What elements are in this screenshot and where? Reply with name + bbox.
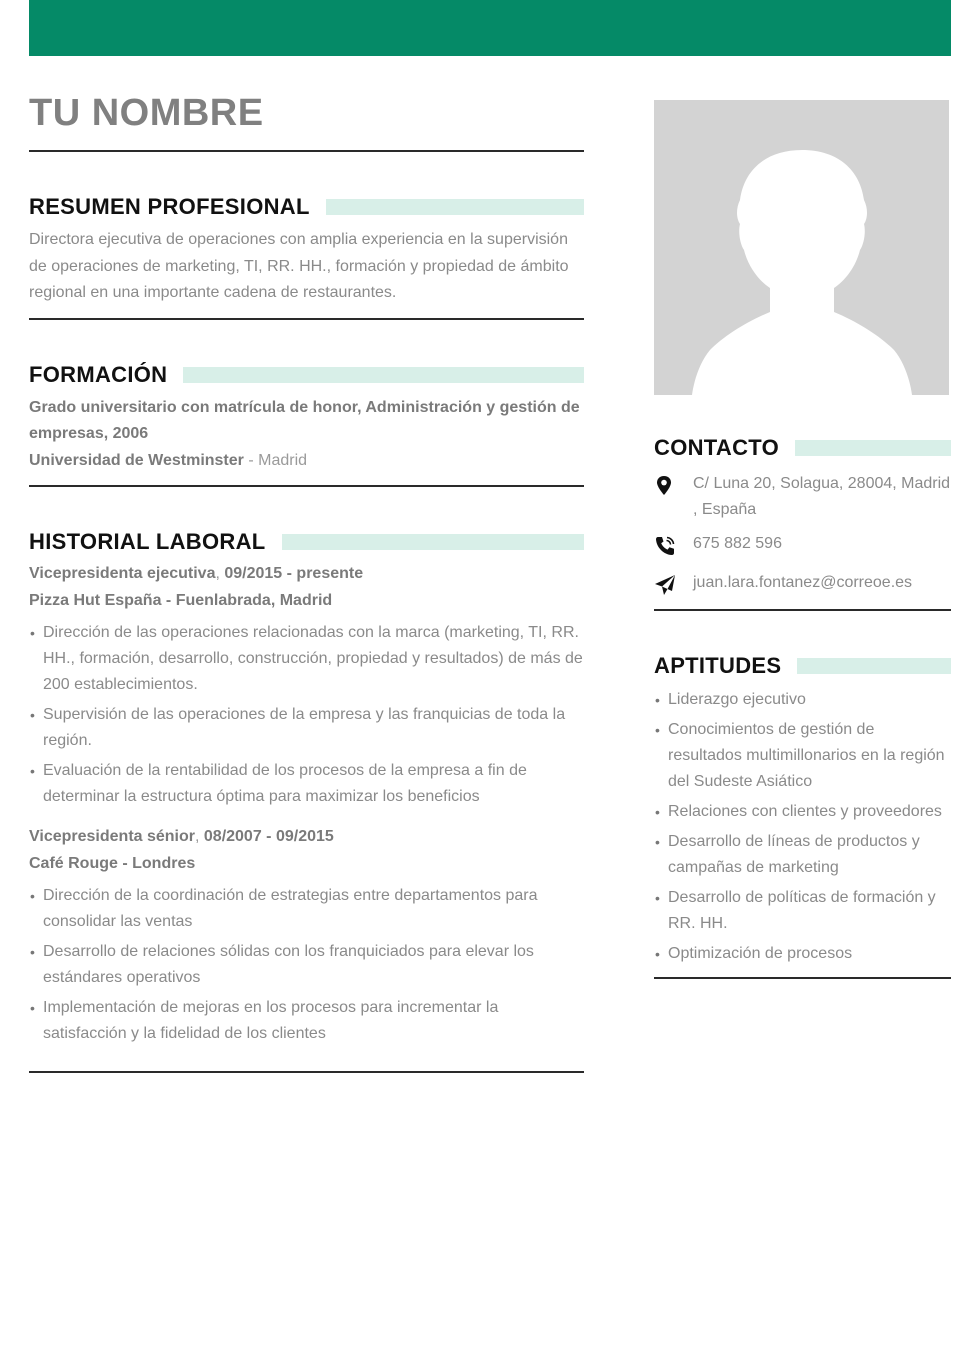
- job-entry: [29, 561, 584, 810]
- job-company: Pizza Hut España - Fuenlabrada, Madrid: [29, 591, 333, 609]
- job-bullets: [29, 883, 584, 1047]
- skill-item: • Conocimientos de gestión de resultados multimillonarios en la región del Sudeste Asiático: [654, 717, 951, 795]
- profile-photo-placeholder: [654, 100, 949, 395]
- contact-email[interactable]: juan.lara.fontanez@correoe.es: [693, 574, 913, 591]
- divider: [29, 318, 584, 320]
- summary-title: RESUMEN PROFESIONAL: [29, 194, 310, 219]
- job-company: Café Rouge - Londres: [29, 854, 196, 872]
- left-column: [29, 90, 584, 1073]
- job-role: Vicepresidenta sénior: [29, 828, 195, 845]
- work-title: HISTORIAL LABORAL: [29, 529, 266, 554]
- skill-item: • Liderazgo ejecutivo: [654, 687, 951, 713]
- contact-phone[interactable]: 675 882 596: [693, 535, 782, 552]
- contact-address-row: [654, 471, 951, 523]
- summary-heading: [29, 194, 584, 220]
- section-accent-bar: [282, 534, 584, 550]
- education-heading: [29, 362, 584, 388]
- skill-item: • Relaciones con clientes y proveedores: [654, 799, 951, 825]
- job-bullet: • Dirección de la coordinación de estrategias entre departamentos para consolidar las ventas: [29, 883, 584, 935]
- job-bullet: • Evaluación de la rentabilidad de los procesos de la empresa a fin de determinar la estructura óptima para maximizar los beneficios: [29, 758, 584, 810]
- right-column: [654, 100, 951, 979]
- job-dates: 09/2015 - presente: [224, 565, 364, 582]
- candidate-name: TU NOMBRE: [29, 92, 264, 134]
- skill-item: • Optimización de procesos: [654, 941, 951, 967]
- job-role-line: Vicepresidenta ejecutiva, 09/2015 - presente: [29, 565, 364, 582]
- job-role: Vicepresidenta ejecutiva: [29, 565, 216, 582]
- section-accent-bar: [795, 440, 951, 456]
- job-dates: 08/2007 - 09/2015: [203, 828, 334, 845]
- contact-phone-row: [654, 531, 951, 562]
- divider: [654, 977, 951, 979]
- divider: [654, 609, 951, 611]
- work-heading: [29, 529, 584, 555]
- divider: [29, 1071, 584, 1073]
- education-year: 2006: [112, 425, 149, 442]
- job-entry: [29, 824, 584, 1047]
- skill-item: • Desarrollo de políticas de formación y RR. HH.: [654, 885, 951, 937]
- contact-title: CONTACTO: [654, 435, 780, 460]
- contact-section: [654, 435, 951, 601]
- education-degree-line: Grado universitario con matrícula de honor, Administración y gestión de empresas, 2006: [29, 398, 580, 442]
- education-section: [29, 362, 584, 475]
- education-separator: -: [243, 451, 259, 469]
- job-role-line: Vicepresidenta sénior, 08/2007 - 09/2015: [29, 828, 334, 845]
- send-icon: [654, 570, 693, 601]
- education-degree: Grado universitario con matrícula de honor: [29, 398, 358, 416]
- divider: [29, 485, 584, 487]
- job-bullet: • Desarrollo de relaciones sólidas con los franquiciados para elevar los estándares operativos: [29, 939, 584, 991]
- education-city: Madrid: [258, 451, 308, 469]
- contact-email-row: [654, 570, 951, 601]
- job-bullet: • Implementación de mejoras en los procesos para incrementar la satisfacción y la fidelidad de los clientes: [29, 995, 584, 1047]
- education-school: Universidad de Westminster: [29, 451, 244, 469]
- skills-heading: [654, 653, 951, 679]
- work-section: [29, 529, 584, 1047]
- summary-section: [29, 194, 584, 307]
- education-title: FORMACIÓN: [29, 361, 168, 387]
- location-pin-icon: [654, 471, 693, 502]
- contact-heading: [654, 435, 951, 461]
- skill-item: • Desarrollo de líneas de productos y campañas de marketing: [654, 829, 951, 881]
- section-accent-bar: [183, 367, 584, 383]
- education-school-line: [29, 448, 584, 475]
- divider: [29, 150, 584, 152]
- skills-section: [654, 653, 951, 967]
- avatar-silhouette-icon: [654, 100, 949, 395]
- contact-address: C/ Luna 20, Solagua, 28004, Madrid , España: [693, 475, 951, 518]
- section-accent-bar: [326, 199, 584, 215]
- education-field: Administración y gestión de empresas: [29, 398, 580, 442]
- skills-list: [654, 687, 951, 967]
- skills-title: APTITUDES: [654, 653, 782, 678]
- job-bullets: [29, 620, 584, 810]
- phone-icon: [654, 531, 693, 562]
- header-accent-bar: [29, 0, 951, 56]
- section-accent-bar: [797, 658, 951, 674]
- job-bullet: • Dirección de las operaciones relacionadas con la marca (marketing, TI, RR. HH., formación, desarrollo, construcción, propiedad y resultados) de más de 200 establecimientos.: [29, 620, 584, 698]
- summary-text: Directora ejecutiva de operaciones con amplia experiencia en la supervisión de operaciones de marketing, TI, RR. HH., formación y propiedad de ámbito regional en una importante cadena de restaurantes.: [29, 231, 569, 301]
- job-bullet: • Supervisión de las operaciones de la empresa y las franquicias de toda la región.: [29, 702, 584, 754]
